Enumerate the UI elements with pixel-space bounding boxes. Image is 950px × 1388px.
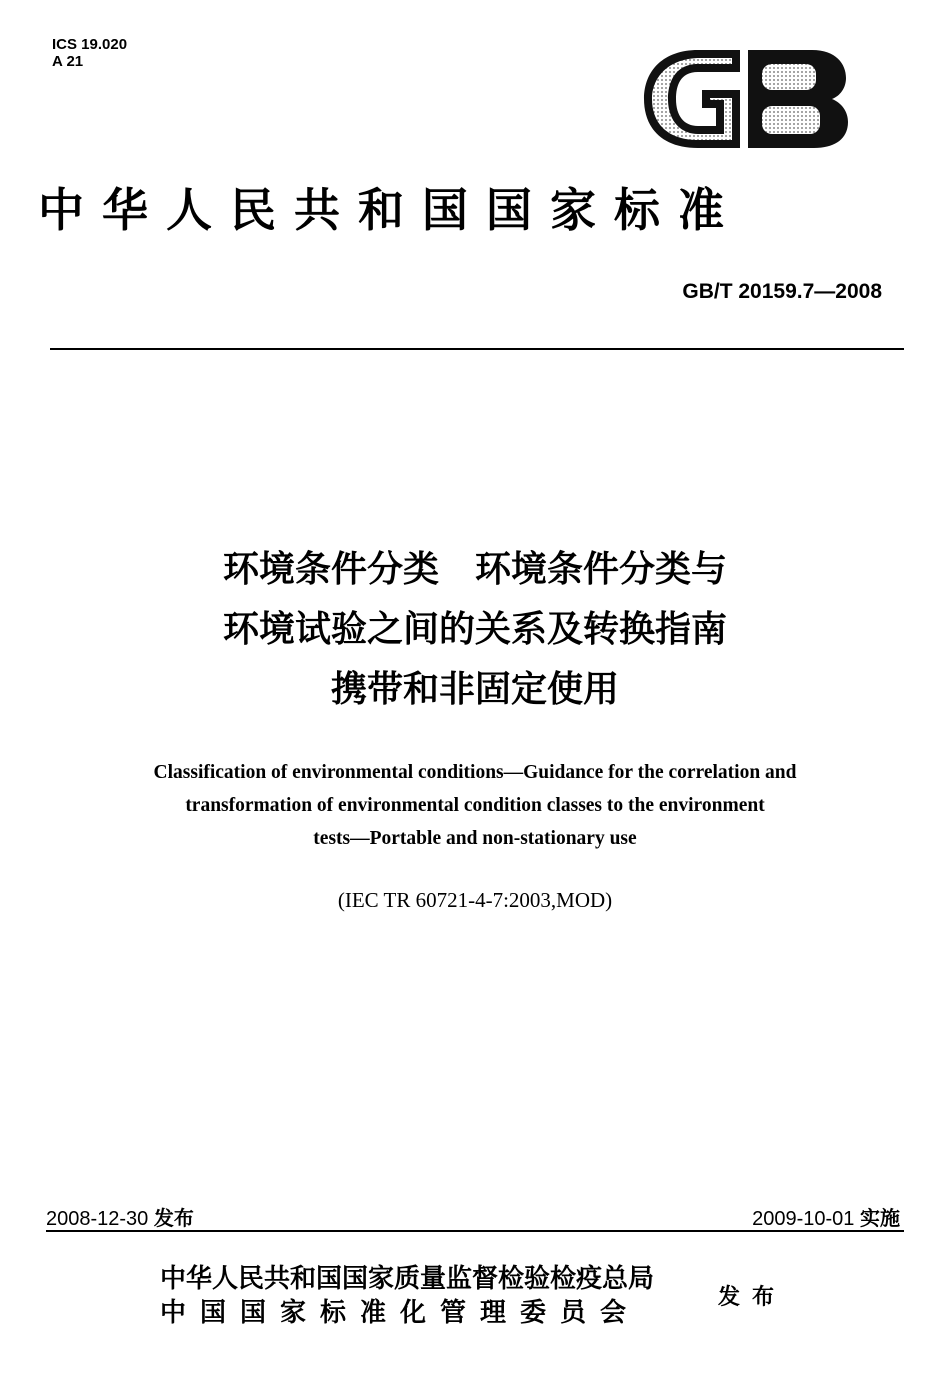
issue-label: 发布 bbox=[153, 1206, 194, 1230]
chinese-title bbox=[0, 540, 950, 720]
english-title-line-2: transformation of environmental condition classes to the environment bbox=[185, 795, 765, 816]
issue-date: 2008-12-30 bbox=[46, 1208, 149, 1230]
adoption-reference: (IEC TR 60721-4-7:2003,MOD) bbox=[337, 888, 613, 912]
issue-date-block bbox=[46, 1202, 194, 1231]
standard-number: GB/T 20159.7—2008 bbox=[682, 280, 882, 303]
implement-date: 2009-10-01 bbox=[752, 1208, 855, 1230]
classification-codes bbox=[52, 36, 127, 70]
bottom-divider bbox=[46, 1230, 904, 1232]
national-standard-title: 中华人民共和国国家标准 bbox=[38, 183, 742, 237]
issuer-org-aqsiq: 中华人民共和国国家质量监督检验检疫总局 bbox=[160, 1264, 655, 1294]
chinese-title-line-2: 环境试验之间的关系及转换指南 bbox=[222, 609, 727, 650]
implement-date-block bbox=[752, 1202, 900, 1231]
issuing-organizations bbox=[160, 1262, 654, 1330]
publish-label: 发布 bbox=[718, 1284, 787, 1310]
ccs-code: A 21 bbox=[52, 53, 84, 70]
chinese-title-line-3: 携带和非固定使用 bbox=[330, 669, 619, 710]
top-divider bbox=[50, 348, 904, 350]
issuer-org-sac: 中国国家标准化管理委员会 bbox=[160, 1298, 641, 1328]
english-title-line-1: Classification of environmental conditions—Guidance for the correlation and bbox=[153, 762, 797, 783]
english-title bbox=[40, 756, 910, 855]
implement-label: 实施 bbox=[860, 1206, 900, 1230]
gb-logo bbox=[640, 46, 850, 152]
chinese-title-line-1: 环境条件分类 环境条件分类与 bbox=[222, 549, 727, 590]
ics-code: ICS 19.020 bbox=[52, 36, 128, 53]
english-title-line-3: tests—Portable and non-stationary use bbox=[313, 828, 637, 849]
